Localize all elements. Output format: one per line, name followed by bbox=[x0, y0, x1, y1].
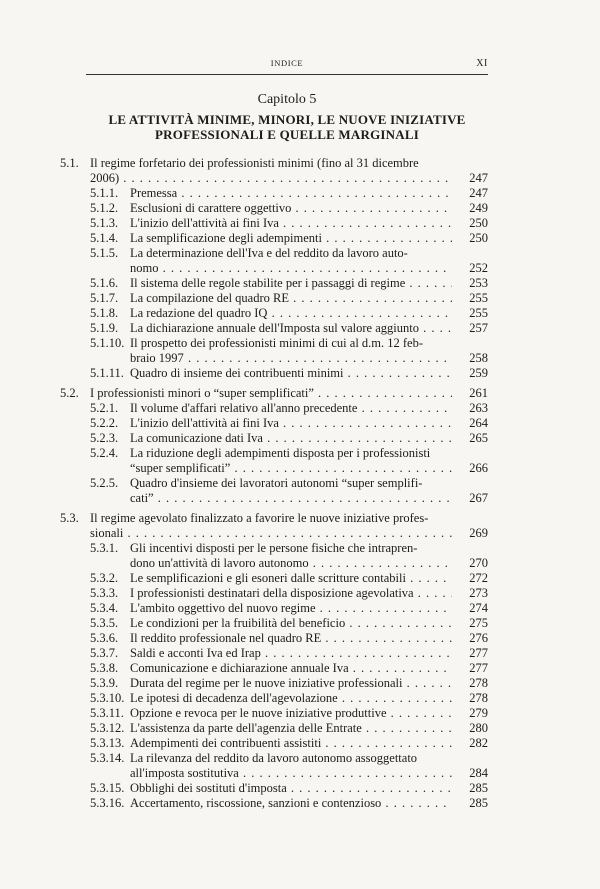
toc-entry[interactable] bbox=[60, 386, 488, 401]
toc-entry-number: 5.3.13. bbox=[90, 736, 125, 750]
chapter-title-line: PROFESSIONALI E QUELLE MARGINALI bbox=[155, 127, 419, 142]
toc-entry-number: 5.3.4. bbox=[90, 601, 119, 615]
toc-entry-title-line: La rilevanza del reddito da lavoro autonomo assoggettato bbox=[130, 751, 418, 765]
toc-entry-title-line: Comunicazione e dichiarazione annuale Iva . . . bbox=[130, 661, 452, 676]
toc-entry-page: 255 bbox=[454, 291, 488, 306]
toc-entry-title-line: braio 1997 . . . bbox=[130, 351, 452, 366]
toc-entry-page: 284 bbox=[454, 766, 488, 781]
toc-entry-page: 277 bbox=[454, 661, 488, 676]
page-number: XI bbox=[476, 58, 488, 69]
toc-entry-number: 5.1.4. bbox=[90, 231, 119, 245]
toc-entry-page: 279 bbox=[454, 706, 488, 721]
toc-entry-title-line: Accertamento, riscossione, sanzioni e contenzioso . . . bbox=[130, 796, 452, 811]
toc-entry-page: 258 bbox=[454, 351, 488, 366]
toc-entry-number: 5.2.2. bbox=[90, 416, 119, 430]
toc-entry-title-line: Premessa . . . bbox=[130, 186, 452, 201]
table-of-contents bbox=[60, 156, 488, 811]
toc-entry-number: 5.2.5. bbox=[90, 476, 119, 490]
running-header-title: INDICE bbox=[270, 58, 304, 68]
toc-entry-number: 5.3.8. bbox=[90, 661, 119, 675]
toc-entry-page: 255 bbox=[454, 306, 488, 321]
toc-entry[interactable] bbox=[60, 511, 488, 541]
toc-entry-page: 263 bbox=[454, 401, 488, 416]
header-rule bbox=[86, 74, 488, 75]
toc-entry[interactable] bbox=[60, 216, 488, 231]
toc-entry-title-line: L'ambito oggettivo del nuovo regime . . . bbox=[130, 601, 452, 616]
toc-entry-number: 5.3. bbox=[60, 511, 79, 525]
toc-entry[interactable] bbox=[60, 201, 488, 216]
toc-entry-number: 5.3.1. bbox=[90, 541, 119, 555]
toc-entry[interactable] bbox=[60, 366, 488, 381]
toc-entry[interactable] bbox=[60, 781, 488, 796]
toc-entry[interactable] bbox=[60, 646, 488, 661]
toc-entry-number: 5.2.4. bbox=[90, 446, 119, 460]
toc-entry-title-line: dono un'attività di lavoro autonomo . . . bbox=[130, 556, 452, 571]
toc-entry-title-line: La comunicazione dati Iva . . . bbox=[130, 431, 452, 446]
toc-entry-number: 5.2.3. bbox=[90, 431, 119, 445]
toc-entry-page: 282 bbox=[454, 736, 488, 751]
toc-entry[interactable] bbox=[60, 601, 488, 616]
toc-entry-page: 278 bbox=[454, 676, 488, 691]
chapter-title bbox=[86, 112, 488, 142]
toc-entry[interactable] bbox=[60, 721, 488, 736]
toc-entry-title-line: L'inizio dell'attività ai fini Iva . . . bbox=[130, 416, 452, 431]
toc-entry-page: 269 bbox=[454, 526, 488, 541]
chapter-title-line: LE ATTIVITÀ MINIME, MINORI, LE NUOVE INIZIATIVE bbox=[108, 112, 466, 127]
toc-entry-number: 5.3.16. bbox=[90, 796, 125, 810]
toc-entry[interactable] bbox=[60, 571, 488, 586]
toc-entry[interactable] bbox=[60, 431, 488, 446]
toc-entry-number: 5.1.6. bbox=[90, 276, 119, 290]
toc-entry-number: 5.3.10. bbox=[90, 691, 125, 705]
toc-entry[interactable] bbox=[60, 321, 488, 336]
toc-entry-page: 250 bbox=[454, 231, 488, 246]
toc-entry-title-line: nomo . . . bbox=[130, 261, 452, 276]
toc-entry-number: 5.1.1. bbox=[90, 186, 119, 200]
toc-entry-page: 273 bbox=[454, 586, 488, 601]
toc-entry[interactable] bbox=[60, 691, 488, 706]
toc-entry-page: 270 bbox=[454, 556, 488, 571]
toc-entry-title-line: Il regime agevolato finalizzato a favorire le nuove iniziative profes- bbox=[90, 511, 429, 525]
toc-entry[interactable] bbox=[60, 446, 488, 476]
toc-entry-title-line: Saldi e acconti Iva ed Irap . . . bbox=[130, 646, 452, 661]
toc-entry-page: 266 bbox=[454, 461, 488, 476]
toc-entry-page: 280 bbox=[454, 721, 488, 736]
toc-entry-title-line: L'assistenza da parte dell'agenzia delle Entrate . . . bbox=[130, 721, 452, 736]
toc-entry-number: 5.1.5. bbox=[90, 246, 119, 260]
toc-entry-number: 5.3.12. bbox=[90, 721, 125, 735]
toc-entry-title-line: Le ipotesi di decadenza dell'agevolazione . . . bbox=[130, 691, 452, 706]
toc-entry-page: 285 bbox=[454, 781, 488, 796]
toc-entry-page: 276 bbox=[454, 631, 488, 646]
toc-entry-title-line: La determinazione dell'Iva e del reddito da lavoro auto- bbox=[130, 246, 408, 260]
toc-entry[interactable] bbox=[60, 416, 488, 431]
toc-entry[interactable] bbox=[60, 751, 488, 781]
toc-entry-number: 5.3.11. bbox=[90, 706, 124, 720]
toc-entry-title-line: 2006) . . . bbox=[90, 171, 452, 186]
toc-entry-page: 252 bbox=[454, 261, 488, 276]
toc-entry[interactable] bbox=[60, 541, 488, 571]
toc-entry[interactable] bbox=[60, 631, 488, 646]
running-header bbox=[86, 58, 488, 72]
toc-entry-page: 275 bbox=[454, 616, 488, 631]
toc-entry-title-line: L'inizio dell'attività ai fini Iva . . . bbox=[130, 216, 452, 231]
toc-entry-title-line: Il volume d'affari relativo all'anno precedente . . . bbox=[130, 401, 452, 416]
toc-entry[interactable] bbox=[60, 336, 488, 366]
toc-entry-number: 5.1.7. bbox=[90, 291, 119, 305]
toc-entry-title-line: Il sistema delle regole stabilite per i passaggi di regime . . . bbox=[130, 276, 452, 291]
toc-entry[interactable] bbox=[60, 276, 488, 291]
toc-entry[interactable] bbox=[60, 661, 488, 676]
toc-entry-number: 5.1.11. bbox=[90, 366, 124, 380]
toc-entry-title-line: Quadro d'insieme dei lavoratori autonomi “super semplifi- bbox=[130, 476, 423, 490]
toc-entry-title-line: sionali . . . bbox=[90, 526, 452, 541]
toc-entry-page: 247 bbox=[454, 186, 488, 201]
toc-entry-title-line: all'imposta sostitutiva . . . bbox=[130, 766, 452, 781]
toc-entry-number: 5.3.3. bbox=[90, 586, 119, 600]
toc-entry-page: 259 bbox=[454, 366, 488, 381]
toc-entry-number: 5.3.7. bbox=[90, 646, 119, 660]
toc-entry[interactable] bbox=[60, 796, 488, 811]
toc-entry[interactable] bbox=[60, 676, 488, 691]
toc-entry-number: 5.1.9. bbox=[90, 321, 119, 335]
toc-entry-number: 5.1.2. bbox=[90, 201, 119, 215]
toc-entry-number: 5.3.6. bbox=[90, 631, 119, 645]
toc-entry-page: 253 bbox=[454, 276, 488, 291]
toc-entry-title-line: Le semplificazioni e gli esoneri dalle scritture contabili . . . bbox=[130, 571, 452, 586]
toc-entry-title-line: Le condizioni per la fruibilità del beneficio . . . bbox=[130, 616, 452, 631]
toc-entry-title-line: La semplificazione degli adempimenti . . . bbox=[130, 231, 452, 246]
toc-entry-title-line: I professionisti minori o “super semplificati” . . . bbox=[90, 386, 452, 401]
toc-entry-title-line: Gli incentivi disposti per le persone fisiche che intrapren- bbox=[130, 541, 418, 555]
toc-entry-page: 249 bbox=[454, 201, 488, 216]
toc-entry-title-line: La compilazione del quadro RE . . . bbox=[130, 291, 452, 306]
toc-entry[interactable] bbox=[60, 156, 488, 186]
toc-entry-title-line: Adempimenti dei contribuenti assistiti . . . bbox=[130, 736, 452, 751]
toc-entry-page: 267 bbox=[454, 491, 488, 506]
toc-entry-title-line: I professionisti destinatari della disposizione agevolativa . . . bbox=[130, 586, 452, 601]
toc-entry-title-line: Il prospetto dei professionisti minimi di cui al d.m. 12 feb- bbox=[130, 336, 424, 350]
toc-entry-page: 265 bbox=[454, 431, 488, 446]
toc-entry-title-line: Durata del regime per le nuove iniziative professionali . . . bbox=[130, 676, 452, 691]
toc-entry-title-line: Il regime forfetario dei professionisti minimi (fino al 31 dicembre bbox=[90, 156, 419, 170]
toc-entry-number: 5.1. bbox=[60, 156, 79, 170]
toc-entry-title-line: Obblighi dei sostituti d'imposta . . . bbox=[130, 781, 452, 796]
toc-entry-title-line: La dichiarazione annuale dell'Imposta sul valore aggiunto . . . bbox=[130, 321, 452, 336]
toc-entry-title-line: cati” . . . bbox=[130, 491, 452, 506]
toc-entry[interactable] bbox=[60, 246, 488, 276]
toc-entry-page: 274 bbox=[454, 601, 488, 616]
toc-entry-page: 261 bbox=[454, 386, 488, 401]
toc-entry-page: 250 bbox=[454, 216, 488, 231]
toc-entry-page: 247 bbox=[454, 171, 488, 186]
toc-entry-title-line: La riduzione degli adempimenti disposta per i professionisti bbox=[130, 446, 431, 460]
toc-entry-number: 5.1.10. bbox=[90, 336, 125, 350]
toc-entry-page: 272 bbox=[454, 571, 488, 586]
toc-entry-page: 264 bbox=[454, 416, 488, 431]
toc-entry-title-line: Quadro di insieme dei contribuenti minimi . . . bbox=[130, 366, 452, 381]
toc-entry[interactable] bbox=[60, 706, 488, 721]
toc-entry-number: 5.1.8. bbox=[90, 306, 119, 320]
toc-entry[interactable] bbox=[60, 306, 488, 321]
toc-entry-number: 5.3.2. bbox=[90, 571, 119, 585]
chapter-heading bbox=[86, 92, 488, 142]
toc-entry-page: 285 bbox=[454, 796, 488, 811]
toc-entry[interactable] bbox=[60, 616, 488, 631]
chapter-label: Capitolo 5 bbox=[257, 92, 317, 107]
toc-entry-page: 277 bbox=[454, 646, 488, 661]
toc-entry-title-line: Il reddito professionale nel quadro RE . . . bbox=[130, 631, 452, 646]
toc-entry[interactable] bbox=[60, 291, 488, 306]
toc-entry-number: 5.3.14. bbox=[90, 751, 125, 765]
toc-entry-number: 5.3.5. bbox=[90, 616, 119, 630]
toc-entry[interactable] bbox=[60, 736, 488, 751]
toc-entry[interactable] bbox=[60, 231, 488, 246]
toc-entry-title-line: Esclusioni di carattere oggettivo . . . bbox=[130, 201, 452, 216]
toc-entry-number: 5.3.9. bbox=[90, 676, 119, 690]
toc-entry[interactable] bbox=[60, 476, 488, 506]
toc-entry-page: 257 bbox=[454, 321, 488, 336]
toc-entry[interactable] bbox=[60, 401, 488, 416]
toc-entry-number: 5.2.1. bbox=[90, 401, 119, 415]
toc-entry-number: 5.3.15. bbox=[90, 781, 125, 795]
toc-entry-title-line: La redazione del quadro IQ . . . bbox=[130, 306, 452, 321]
toc-entry[interactable] bbox=[60, 586, 488, 601]
toc-entry-number: 5.2. bbox=[60, 386, 79, 400]
toc-entry-page: 278 bbox=[454, 691, 488, 706]
toc-entry[interactable] bbox=[60, 186, 488, 201]
toc-entry-title-line: “super semplificati” . . . bbox=[130, 461, 452, 476]
toc-entry-title-line: Opzione e revoca per le nuove iniziative produttive . . . bbox=[130, 706, 452, 721]
toc-entry-number: 5.1.3. bbox=[90, 216, 119, 230]
